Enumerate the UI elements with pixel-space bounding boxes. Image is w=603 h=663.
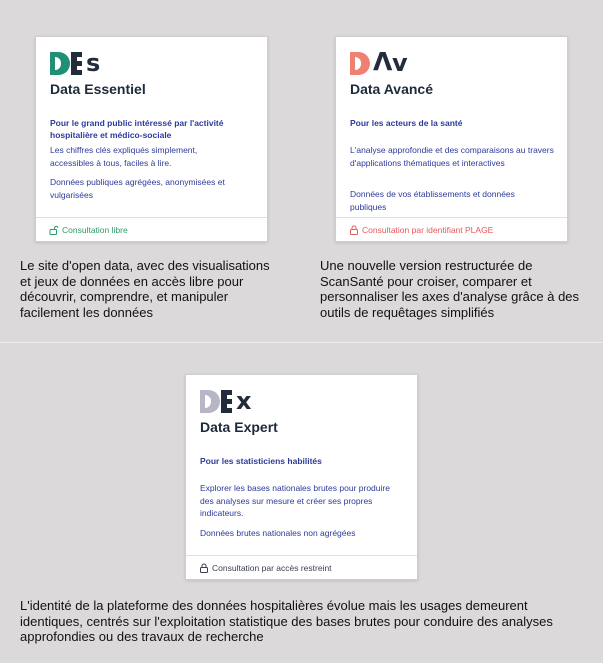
card-data-expert[interactable] <box>185 374 418 580</box>
card-footer <box>186 555 417 579</box>
card-title: Data Essentiel <box>50 81 146 97</box>
des-logo-icon: s <box>50 49 100 75</box>
card-subtitle: Pour les statisticiens habilités <box>200 456 322 466</box>
card-data-type: Données publiques agrégées, anonymisées et vulgarisées <box>50 177 225 200</box>
access-label: Consultation par identifiant PLAGE <box>362 224 494 235</box>
dex-logo-icon: x <box>200 387 251 413</box>
card-data-type: Données de vos établissements et données publiques <box>350 189 515 212</box>
card-description: Les chiffres clés expliqués simplement, accessibles à tous, faciles à lire. <box>50 145 198 168</box>
card-footer <box>336 217 567 241</box>
card-subtitle: Pour les acteurs de la santé <box>350 118 463 128</box>
access-label: Consultation libre <box>62 224 128 235</box>
lock-icon <box>199 563 209 573</box>
card-title: Data Avancé <box>350 81 434 97</box>
lock-icon <box>349 225 359 235</box>
caption-essentiel: Le site d'open data, avec des visualisations et jeux de données en accès libre pour découvrir, comprendre, et manipuler facilement les données <box>20 258 270 320</box>
card-data-avance[interactable] <box>335 36 568 242</box>
card-description: Explorer les bases nationales brutes pour produire des analyses sur mesure et créer ses propres indicateurs. <box>200 483 390 518</box>
card-footer <box>36 217 267 241</box>
dav-logo-icon: v <box>350 49 408 75</box>
card-data-essentiel[interactable] <box>35 36 268 242</box>
access-label: Consultation par accès restreint <box>212 562 332 573</box>
card-title: Data Expert <box>200 419 278 435</box>
card-description: L'analyse approfondie et des comparaisons au travers d'applications thématiques et interactives <box>350 145 554 168</box>
caption-expert: L'identité de la plateforme des données hospitalières évolue mais les usages demeurent identiques, centrés sur l'exploitation statistique des bases brutes pour conduire des analyses approfondies ou des travaux de recherche <box>20 598 553 644</box>
caption-avance: Une nouvelle version restructurée de ScanSanté pour croiser, comparer et personnaliser les axes d'analyse grâce à des outils de requêtages simplifiés <box>320 258 580 320</box>
card-data-type: Données brutes nationales non agrégées <box>200 528 356 538</box>
dav-logo-letter: Λ <box>373 47 393 76</box>
unlock-icon <box>49 225 59 235</box>
card-subtitle: Pour le grand public intéressé par l'activité hospitalière et médico-sociale <box>50 118 224 140</box>
section-divider <box>0 342 603 343</box>
